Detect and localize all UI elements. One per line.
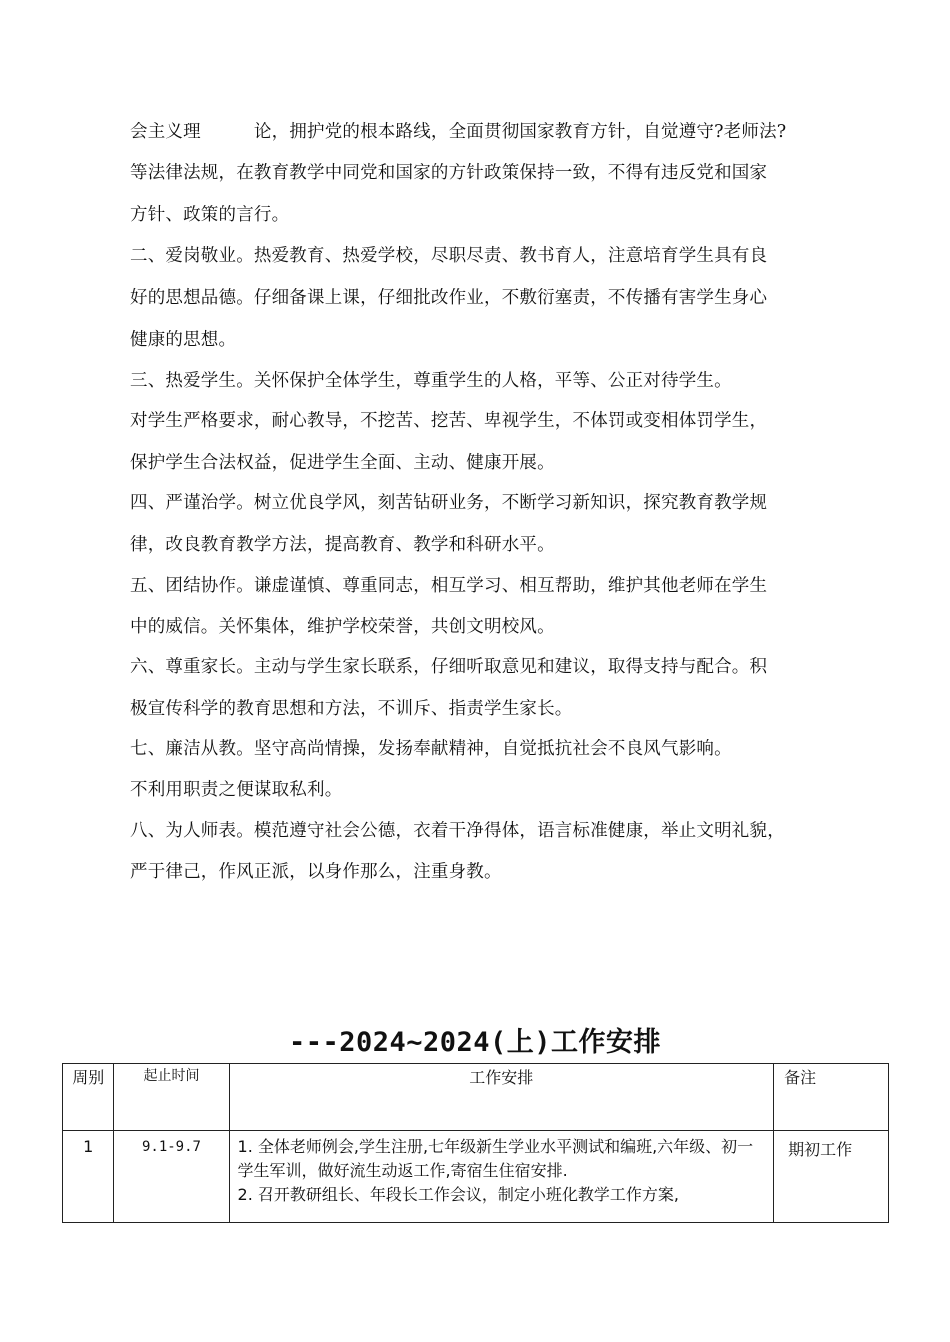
header-arrangement: 工作安排 (229, 1064, 774, 1131)
schedule-title: ---2024~2024(上)工作安排 (288, 1027, 662, 1058)
body-line: 八、为人师表。模范遵守社会公德，衣着干净得体，语言标准健康，举止文明礼貌， (130, 821, 785, 841)
body-line: 极宣传科学的教育思想和方法，不训斥、指责学生家长。 (130, 699, 573, 719)
body-line: 好的思想品德。仔细备课上课，仔细批改作业，不敷衍塞责，不传播有害学生身心 (130, 288, 768, 308)
body-line: 健康的思想。 (130, 330, 237, 350)
body-line: 六、尊重家长。主动与学生家长联系，仔细听取意见和建议，取得支持与配合。积 (130, 657, 768, 677)
cell-week: 1 (63, 1131, 114, 1223)
body-line: 五、团结协作。谦虚谨慎、尊重同志，相互学习、相互帮助，维护其他老师在学生 (130, 576, 768, 596)
body-line: 等法律法规，在教育教学中同党和国家的方针政策保持一致，不得有违反党和国家 (130, 163, 768, 183)
body-line: 律，改良教育教学方法，提高教育、教学和科研水平。 (130, 535, 555, 555)
body-line: 方针、政策的言行。 (130, 205, 290, 225)
task-item: 2. 召开教研组长、年段长工作会议，制定小班化教学工作方案, (237, 1185, 679, 1204)
header-period: 起止时间 (114, 1064, 229, 1131)
body-line: 会主义理 论，拥护党的根本路线，全面贯彻国家教育方针，自觉遵守?老师法? (130, 122, 787, 142)
body-line: 不利用职责之便谋取私利。 (130, 780, 343, 800)
body-line: 三、热爱学生。关怀保护全体学生，尊重学生的人格，平等、公正对待学生。 (130, 371, 732, 391)
cell-tasks (229, 1131, 774, 1223)
body-line: 四、严谨治学。树立优良学风，刻苦钻研业务，不断学习新知识，探究教育教学规 (130, 493, 768, 513)
body-line: 七、廉洁从教。坚守高尚情操，发扬奉献精神，自觉抵抗社会不良风气影响。 (130, 739, 732, 759)
task-item: 1. 全体老师例会,学生注册,七年级新生学业水平测试和编班,六年级、初一学生军训，做好流生动返工作,寄宿生住宿安排. (237, 1137, 754, 1180)
body-line: 保护学生合法权益，促进学生全面、主动、健康开展。 (130, 453, 555, 473)
body-line: 严于律己，作风正派，以身作那么，注重身教。 (130, 862, 502, 882)
table-row (63, 1131, 889, 1223)
header-remark: 备注 (774, 1064, 889, 1131)
cell-period: 9.1-9.7 (114, 1131, 229, 1223)
schedule-table (62, 1063, 889, 1223)
table-header-row (63, 1064, 889, 1131)
body-line: 二、爱岗敬业。热爱教育、热爱学校，尽职尽责、教书育人，注意培育学生具有良 (130, 246, 768, 266)
cell-remark: 期初工作 (774, 1131, 889, 1223)
body-line: 中的威信。关怀集体，维护学校荣誉，共创文明校风。 (130, 617, 555, 637)
header-week: 周别 (63, 1064, 114, 1131)
body-line: 对学生严格要求，耐心教导，不挖苦、挖苦、卑视学生，不体罚或变相体罚学生， (130, 411, 768, 431)
